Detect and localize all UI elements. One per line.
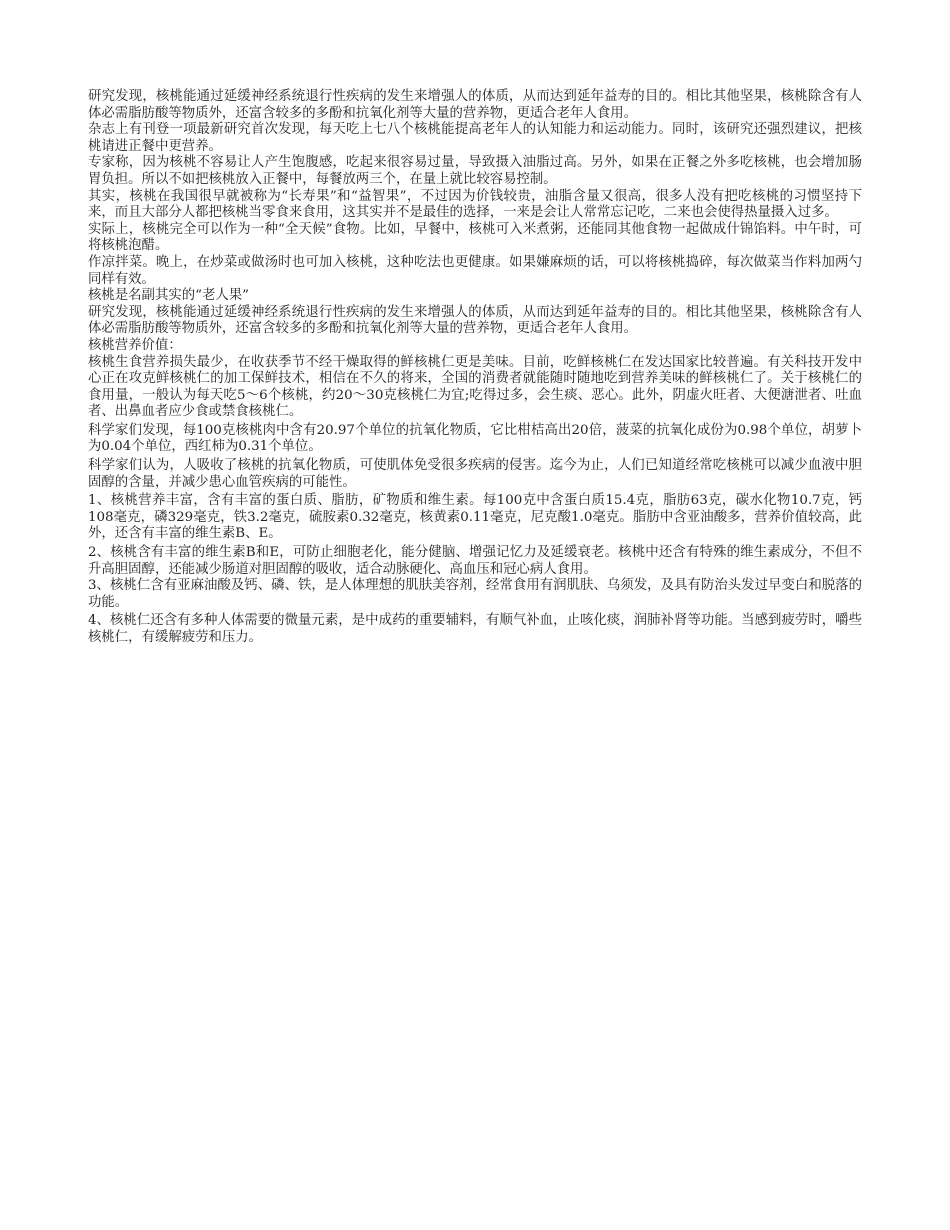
paragraph-cholesterol: 科学家们认为，人吸收了核桃的抗氧化物质，可使肌体免受很多疾病的侵害。迄今为止，人们已知道经常吃核桃可以减少血液中胆固醇的含量，并减少患心血管疾病的可能性。 bbox=[88, 458, 862, 490]
article-body bbox=[88, 89, 862, 647]
paragraph-expert: 专家称，因为核桃不容易让人产生饱腹感，吃起来很容易过量，导致摄入油脂过高。另外，如果在正餐之外多吃核桃，也会增加肠胃负担。所以不如把核桃放入正餐中，每餐放两三个，在量上就比较容易控制。 bbox=[88, 155, 862, 187]
paragraph-all-day-food: 实际上，核桃完全可以作为一种“全天候”食物。比如，早餐中，核桃可入米煮粥，还能同其他食物一起做成什锦馅料。中午时，可将核桃泡醋。 bbox=[88, 221, 862, 254]
section-heading-nutrition: 核桃营养价值： bbox=[88, 337, 182, 353]
paragraph-cold-dish: 作凉拌菜。晚上，在炒菜或做汤时也可加入核桃，这种吃法也更健康。如果嫌麻烦的话，可以将核桃捣碎，每次做菜当作料加两勺同样有效。 bbox=[88, 254, 862, 287]
paragraph-raw-eating: 核桃生食营养损失最少，在收获季节不经干燥取得的鲜核桃仁更是美味。目前，吃鲜核桃仁在发达国家比较普遍。有关科技开发中心正在攻克鲜核桃仁的加工保鲜技术，相信在不久的将来，全国的消费者就能随时随地吃到营养美味的鲜核桃仁了。关于核桃仁的食用量，一般认为每天吃5～6个核桃，约20～30克核桃仁为宜;吃得过多，会生痰、恶心。此外，阴虚火旺者、大便溏泄者、吐血者、出鼻血者应少食或禁食核桃仁。 bbox=[88, 354, 862, 420]
paragraph-intro: 研究发现，核桃能通过延缓神经系统退行性疾病的发生来增强人的体质，从而达到延年益寿的目的。相比其他坚果，核桃除含有人体必需脂肪酸等物质外，还富含较多的多酚和抗氧化剂等大量的营养物，更适合老年人食用。 bbox=[88, 89, 862, 121]
paragraph-research-repeat: 研究发现，核桃能通过延缓神经系统退行性疾病的发生来增强人的体质，从而达到延年益寿的目的。相比其他坚果，核桃除含有人体必需脂肪酸等物质外，还富含较多的多酚和抗氧化剂等大量的营养物，更适合老年人食用。 bbox=[88, 304, 862, 337]
list-item-1: 1、核桃营养丰富，含有丰富的蛋白质、脂肪，矿物质和维生素。每100克中含蛋白质15.4克，脂肪63克，碳水化物10.7克，钙108毫克，磷329毫克，铁3.2毫克，硫胺素0.32毫克，核黄素0.11毫克，尼克酸1.0毫克。脂肪中含亚油酸多，营养价值较高，此外，还含有丰富的维生素B、E。 bbox=[88, 493, 862, 542]
list-item-4: 4、核桃仁还含有多种人体需要的微量元素，是中成药的重要辅料，有顺气补血，止咳化痰，润肺补肾等功能。当感到疲劳时，嚼些核桃仁，有缓解疲劳和压力。 bbox=[88, 613, 862, 645]
paragraph-antioxidant: 科学家们发现，每100克核桃肉中含有20.97个单位的抗氧化物质，它比柑桔高出20倍，菠菜的抗氧化成份为0.98个单位，胡萝卜为0.04个单位，西红柿为0.31个单位。 bbox=[88, 422, 862, 455]
paragraph-longevity-fruit: 其实，核桃在我国很早就被称为“长寿果”和“益智果”，不过因为价钱较贵，油脂含量又很高，很多人没有把吃核桃的习惯坚持下来，而且大部分人都把核桃当零食来食用，这其实并不是最佳的选择，一来是会让人常常忘记吃，二来也会使得热量摄入过多。 bbox=[88, 188, 862, 221]
section-heading-elder-fruit: 核桃是名副其实的“老人果” bbox=[88, 288, 249, 304]
list-item-3: 3、核桃仁含有亚麻油酸及钙、磷、铁，是人体理想的肌肤美容剂，经常食用有润肌肤、乌须发，及具有防治头发过早变白和脱落的功能。 bbox=[88, 578, 862, 610]
list-item-2: 2、核桃含有丰富的维生素B和E，可防止细胞老化，能分健脑、增强记忆力及延缓衰老。核桃中还含有特殊的维生素成分，不但不升高胆固醇，还能减少肠道对胆固醇的吸收，适合动脉硬化、高血压和冠心病人食用。 bbox=[88, 545, 862, 577]
paragraph-study: 杂志上有刊登一项最新研究首次发现，每天吃上七八个核桃能提高老年人的认知能力和运动能力。同时，该研究还强烈建议，把核桃请进正餐中更营养。 bbox=[88, 122, 862, 154]
